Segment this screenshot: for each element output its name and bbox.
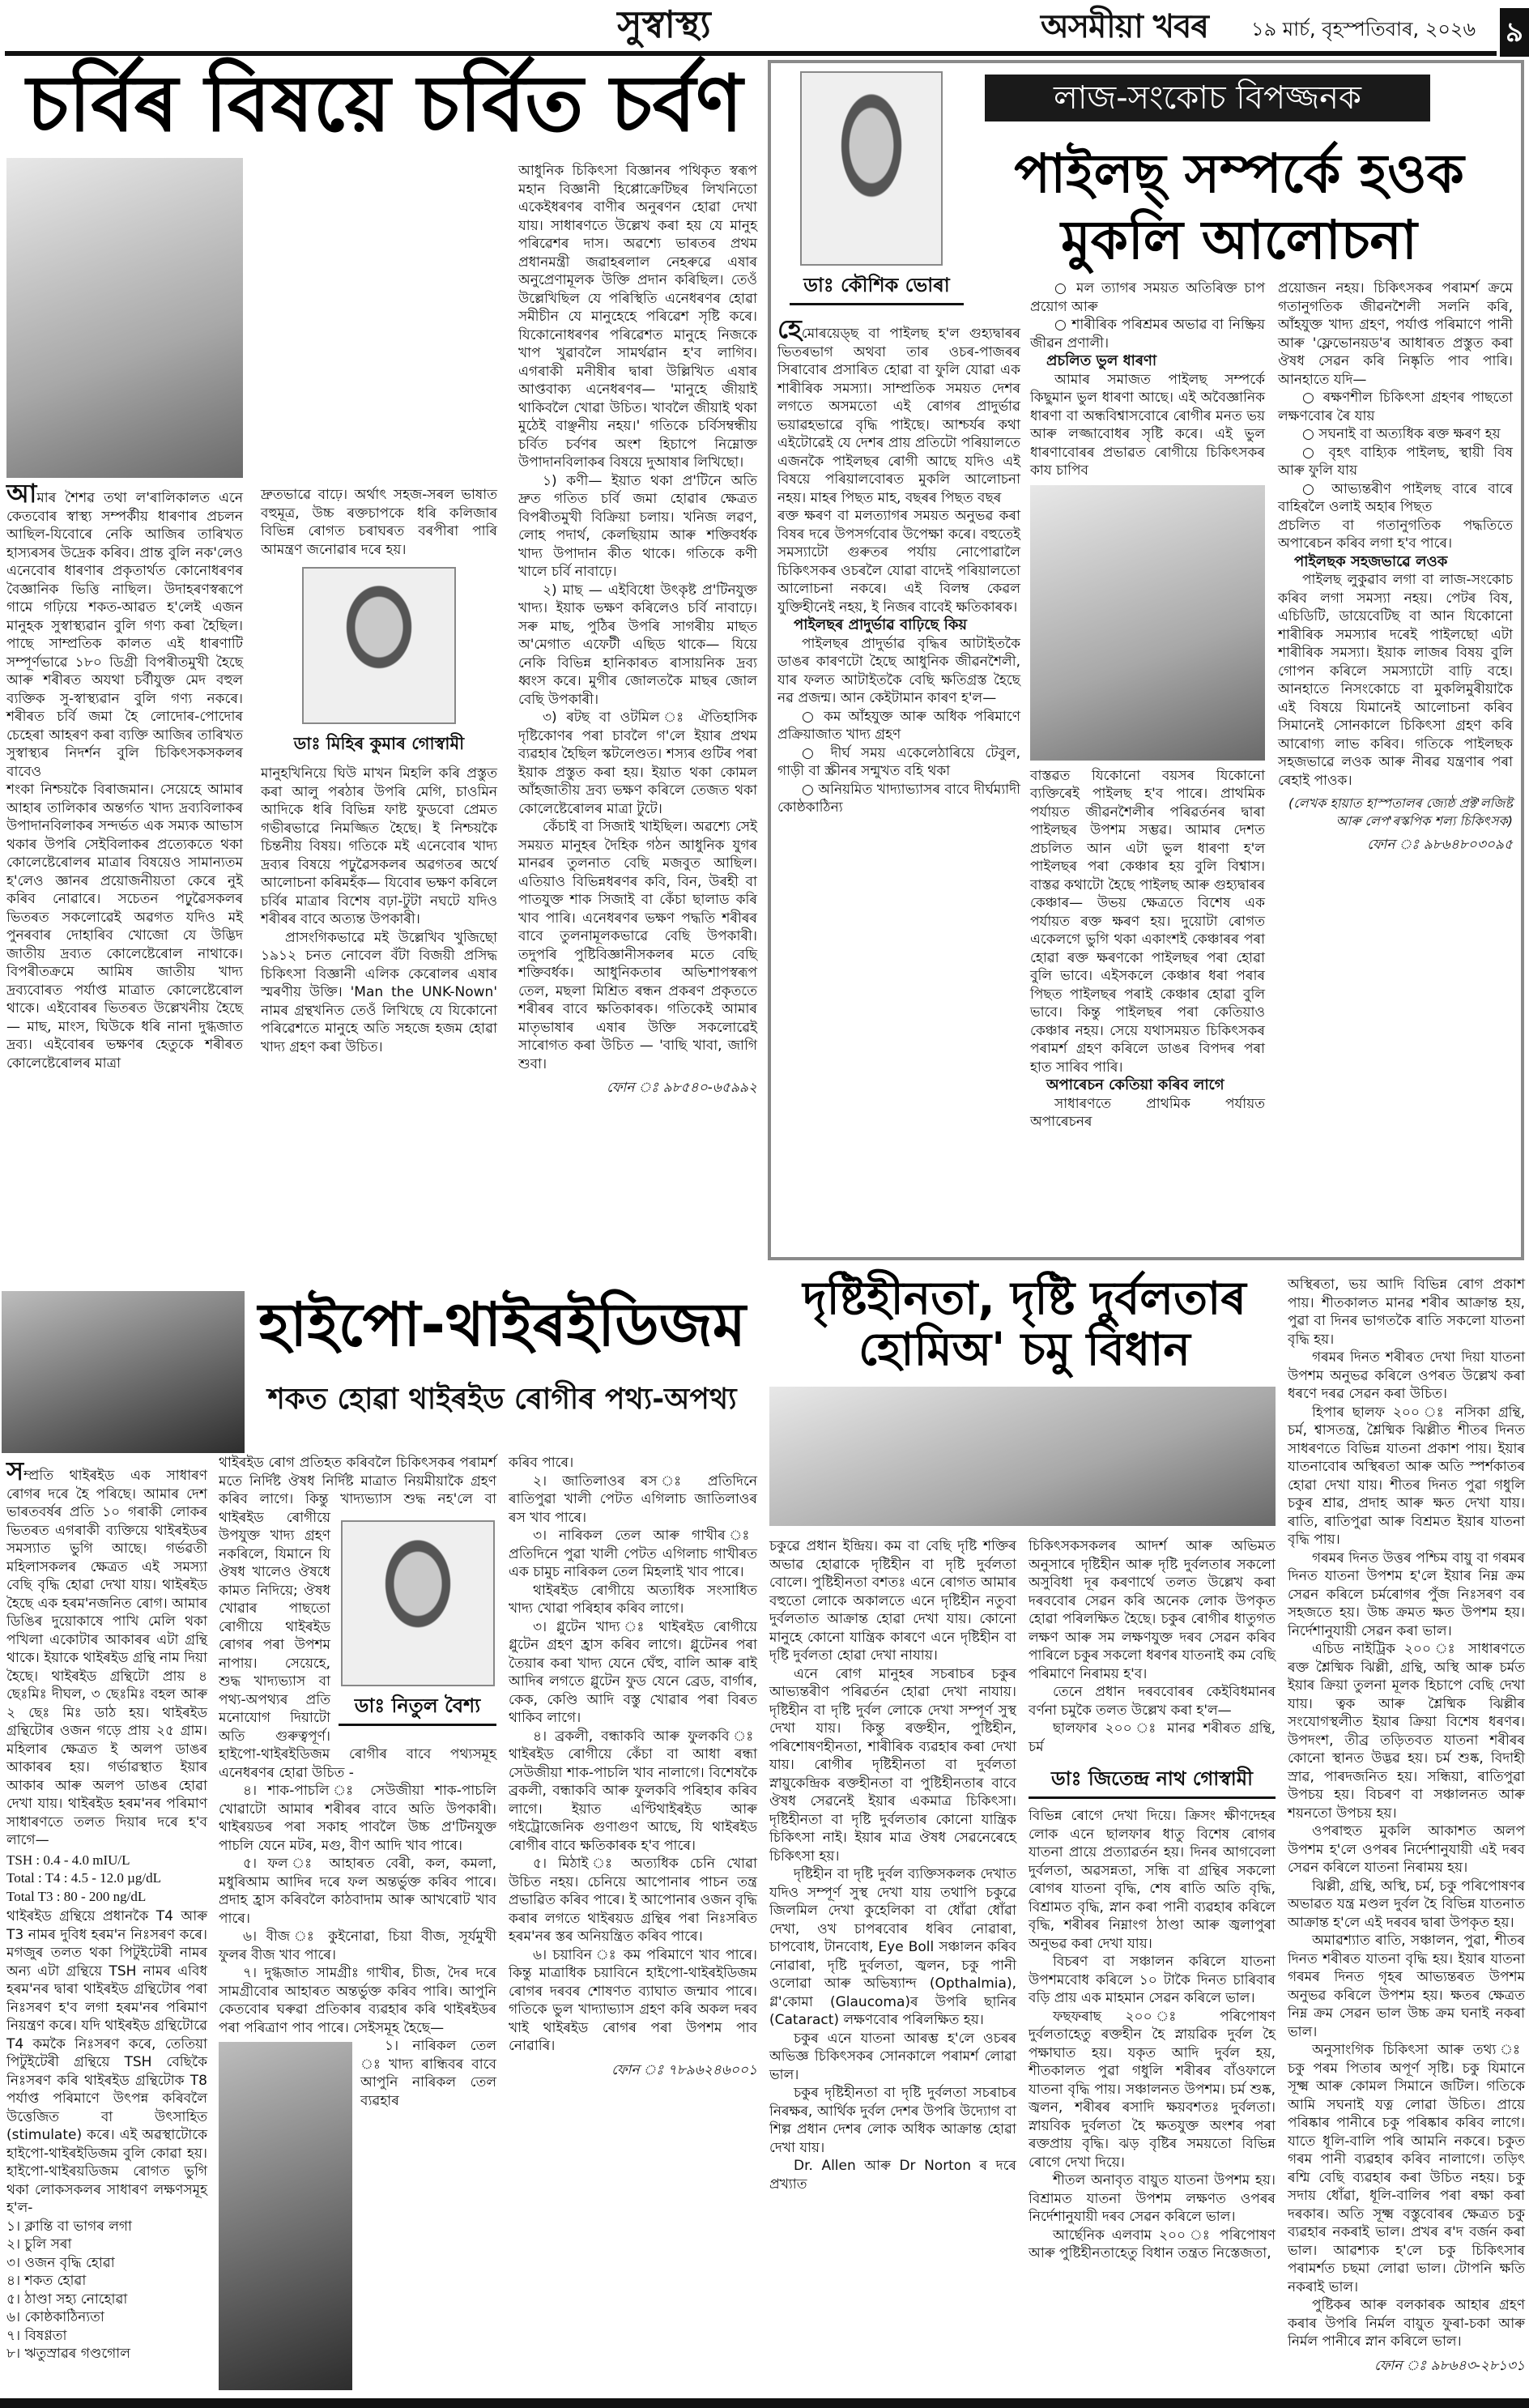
paragraph: ১। ক্লান্তি বা ভাগৰ লগা bbox=[6, 2218, 132, 2235]
paragraph: ৩। নাৰিকল তেল আৰু গাখীৰ ঃ প্ৰতিদিনে পুৱা খালী পেটত এগিলাচ গাখীৰত এক চামুচ নাৰিকল তেল মিহলাই খাব পাৰে। bbox=[509, 1528, 757, 1580]
paragraph: আমাৰ শৈশৱ তথা ল'ৰালিকালত এনে কেতবোৰ স্বাস্থ্য সম্পৰ্কীয় ধাৰণাৰ প্ৰচলন আছিল-যিবোৰে নেকি আজিৰ তাৰিখত হাস্যৰসৰ উদ্ৰেক কৰিব। প্ৰান্ত বুলি নক'লেও এনেবোৰ ধাৰণাৰ প্ৰকৃতাৰ্থত কোনোধৰণৰ বৈজ্ঞানিক ভিত্তি নাছিল। উদাহৰণস্বৰূপে গামে গঢ়িয়ে শকত-আৱত হ'লেই এজন মানুহক সুস্বাস্থ্যৱান বুলি গণ্য কৰা হৈছিল। পাছে সাম্প্ৰতিক কালত এই ধাৰণাটি সম্পূৰ্ণভাৱে ১৮০ ডিগ্ৰী বিপৰীতমুখী হৈছে আৰু শৰীৰত অযথা চৰ্বীযুক্ত মেদ বহুল ব্যক্তিক সু-স্বাস্থ্যৱান বুলি গণ্য নকৰে। শৰীৰত চৰ্বি জমা হৈ লোদোৰ-পোদোৰ চেহেৰা আহৰণ কৰা ব্যক্তি আজিৰ তাৰিখত সুস্বাস্থ্যৰ নিদৰ্শন বুলি চিকিৎসকসকলৰ বাবেও bbox=[6, 478, 243, 780]
paragraph: অমাৱশ্যাত ৰাতি, সঞ্চালন, পুৱা, শীতৰ দিনত শৰীৰত যাতনা বৃদ্ধি হয়। ইয়াৰ যাতনা গৰমৰ দিনত গৃহৰ আভ্যন্তৰত উপশম অনুভৱ কৰিলে উপশম হয়। ক্ষতৰ ক্ষেত্ৰত নিম্ন ক্ৰম সেৱন ভাল উচ্চ ক্ৰম ঘনাই নকৰা ভাল। bbox=[1288, 1933, 1525, 2040]
article-thyroid-byline: ডাঃ নিতুল বৈশ্য bbox=[339, 1693, 496, 1726]
issue-date: ১৯ মাৰ্চ, বৃহস্পতিবাৰ, ২০২৬ bbox=[1251, 18, 1476, 40]
lab-value-t4: Total : T4 : 4.5 - 12.0 µg/dL bbox=[6, 1870, 162, 1886]
paragraph: মানুহখিনিয়ে ঘিউ মাখন মিহলি কৰি প্ৰস্তুত কৰা আলু পৰঠাৰ উপৰি মেগি, চাওমিন আদিকে ধৰি বিভিন্ন ফাষ্ট ফুডবো প্ৰেমত গভীৰভাৱে নিমজ্জিত হৈছে। ই নিশ্চয়কৈ চিন্তনীয় বিষয়। গতিকে মই এনেবোৰ খাদ্য দ্ৰব্যৰ বিষয়ে পঢ়ুৱৈসকলৰ অৱগতৰ অৰ্থে আলোচনা কৰিমহঁক— যিবোৰ ভক্ষণ কৰিলে চৰ্বিৰ মাত্ৰাৰ বিশেষ বঢ়া-টুটা নঘটে যদিও শৰীৰৰ বাবে অত্যন্ত উপকাৰী। bbox=[261, 765, 497, 927]
paragraph: ৫। ঠাণ্ডা সহ্য নোহোৱা bbox=[6, 2291, 128, 2308]
article-piles-col3 bbox=[1278, 279, 1513, 855]
paragraph: তেনে প্ৰধান দৰববোৰৰ কেইবিধমানৰ বৰ্ণনা চমুকৈ তলত উল্লেখ কৰা হ'ল— bbox=[1029, 1684, 1276, 1719]
article-piles-phone: ফোন ঃ ৯৮৬৪৮০৩০৯৫ bbox=[1367, 837, 1513, 853]
paragraph: কৰিব পাৰে। bbox=[509, 1455, 574, 1471]
paragraph: চকুৰ দৃষ্টিহীনতা বা দৃষ্টি দুৰ্বলতা সচৰাচৰ নিৰক্ষৰ, আৰ্থিক দুৰ্বল দেশৰ উপৰি উদ্যোগ বা শিল্প প্ৰধান দেশৰ লোক অধিক আক্ৰান্ত হোৱা দেখা যায়। bbox=[769, 2085, 1016, 2156]
paragraph: পাইলছৰ প্ৰাদুৰ্ভাৱ বৃদ্ধিৰ আটাইতকৈ ডাঙৰ কাৰণটো হৈছে আধুনিক জীৱনশৈলী, যাৰ ফলত আটাইতকৈ বেছি ক্ষতিগ্ৰস্ত হৈছে নৱ প্ৰজন্ম। আন কেইটামান কাৰণ হ'ল— bbox=[777, 635, 1020, 706]
article-eye-col1-text bbox=[769, 1537, 1016, 2193]
article-piles-col2 bbox=[1030, 279, 1265, 1132]
paragraph: ○ সঘনাই বা অত্যধিক ৰক্ত ক্ষৰণ হয় bbox=[1302, 426, 1501, 442]
article-eye-byline: ডাঃ জিতেন্দ্ৰ নাথ গোস্বামী bbox=[1029, 1766, 1276, 1799]
paragraph: বিভিন্ন ৰোগে দেখা দিয়ে। ক্ৰিসং ক্ষীণদেহৰ লোক এনে ছালফাৰ ধাতু বিশেষ ৰোগৰ যাতনা প্ৰায়ে প্ৰত্যাৱৰ্তন হয়। দিনৰ আগবেলা দুৰ্বলতা, অৱসন্নতা, সন্ধি বা গ্ৰন্থিৰ সকলো ৰোগৰ যাতনা বৃদ্ধি, শেষ ৰাতি অতি বৃদ্ধি, বিশ্ৰামত বৃদ্ধি, স্নান কৰা পানী ব্যৱহাৰ কৰিলে বৃদ্ধি, শৰীৰৰ নিম্নাংগ ঠাণ্ডা আৰু জ্বলাপুৰা অনুভৱ কৰা দেখা যায়। bbox=[1029, 1808, 1276, 1952]
paragraph: এনে ৰোগ মানুহৰ সচৰাচৰ চকুৰ আভ্যন্তৰীণ পৰিৱৰ্তন হোৱা দেখা নাযায়। দৃষ্টিহীন বা দৃষ্টি দুৰ্বল লোকে দেখা সম্পূৰ্ণ সুস্থ দেখা যায়। কিন্তু ৰক্তহীন, পুষ্টিহীন, পৰিশোষণহীনতা, শাৰীৰিক ব্যৱহাৰ কৰা দেখা যায়। ৰোগীৰ দৃষ্টিহীনতা বা দুৰ্বলতা স্নায়ুকেন্দ্ৰিক ৰক্তহীনতা বা পুষ্টিহীনতাৰ বাবে ঔষধ সেৱনেই ইয়াৰ একমাত্ৰ চিকিৎসা। দৃষ্টিহীনতা বা দৃষ্টি দুৰ্বলতাৰ কোনো যান্ত্ৰিক চিকিৎসা নাই। ইয়াৰ মাত্ৰ ঔষধ সেৱনেৰেহে চিকিৎসা হয়। bbox=[769, 1665, 1016, 1865]
subheading: প্ৰচলিত ভুল ধাৰণা bbox=[1046, 352, 1157, 369]
author-photo-mihir bbox=[302, 567, 456, 724]
paragraph: হিপাৰ ছালফ ২০০ ঃ নসিকা গ্ৰন্থি, চৰ্ম, শ্বাসতন্ত্ৰ, শ্লৈষ্মিক ঝিল্লীত শীতৰ দিনত সাধৰণতে বিভিন্ন যাতনা প্ৰকাশ পায়। ইয়াৰ যাতনাবোৰ অস্থিৰতা আৰু অতি স্পৰ্শকাতৰ হোৱা দেখা যায়। শীতৰ দিনত পুৱা গধুলি চকুৰ শ্ৰাৱ, প্ৰদাহ আৰু ক্ষত দেখা যায়। ৰাতি, ৰাতিপুৱা আৰু বিশ্ৰমত ইয়াৰ যাতনা বৃদ্ধি পায়। bbox=[1288, 1404, 1525, 1548]
article-fat-headline: চৰ্বিৰ বিষয়ে চৰ্বিত চৰ্বণ bbox=[27, 58, 743, 149]
eye-drop-photo bbox=[769, 1387, 1276, 1526]
thyroid-lab-values bbox=[6, 1852, 207, 1907]
paragraph: ৩) ৰটছ বা ওটমিল ঃ ঐতিহাসিক দৃষ্টিকোণৰ পৰা চাবলৈ গ'লে ইয়াৰ প্ৰথম ব্যৱহাৰ হৈছিল স্কটলেণ্ডত। শস্যৰ গুটিৰ পৰা ইয়াক প্ৰস্তুত কৰা হয়। ইয়াত থকা কোমল আঁহজাতীয় দ্ৰব্য ভক্ষণ কৰিলে তেজত থকা কোলেষ্টেৰোলৰ মাত্ৰা টুটে। bbox=[518, 710, 757, 817]
paragraph: এচিড নাইট্ৰিক ২০০ ঃ সাধাৰণতে ৰক্ত শ্লৈষ্মিক ঝিল্লী, গ্ৰন্থি, অস্থি আৰু চৰ্মত ইয়াৰ ক্ৰিয়া তুলনা মূলক হিচাপে বেছি দেখা যায়। ত্বক আৰু শ্লৈষ্মিক ঝিল্লীৰ সংযোগস্থলীত ইয়াৰ ক্ৰিয়া বিশেষ ধৰণৰ। উপদংশ, তীব্ৰ তড়িতবত যাতনা শৰীৰৰ কোনো স্থানত উদ্ভৱ হয়। চৰ্ম শুষ্ক, বিদাহী স্ৰাৱ, পাৰদজনিত হয়। সন্ধিয়া, ৰাতিপুৱা উপচয় হয়। বিচৰণ বা সঞ্চালনত আৰু শয়নতো উপচয় হয়। bbox=[1288, 1641, 1525, 1822]
article-piles-col1-text bbox=[777, 313, 1020, 817]
author-block-nitul bbox=[339, 1520, 496, 1726]
paragraph: ৩। ওজন বৃদ্ধি হোৱা bbox=[6, 2254, 115, 2271]
section-title: সুস্বাস্থ্য bbox=[617, 2, 711, 46]
paragraph: ৰক্ত ক্ষৰণ বা মলত্যাগৰ সময়ত অনুভৱ কৰা বিষৰ দৰে উপসৰ্গবোৰ উপেক্ষা কৰে। বহুতেই সমস্যাটো গুৰুতৰ পৰ্যায় নোপোৱালৈ চিকিৎসকৰ ওচৰলৈ যোৱা বাদেই পৰিয়ালতো আলোচনা নকৰে। এই বিলম্ব কেৱল যুক্তিহীনেই নহয়, ই নিজৰ বাবেই ক্ষতিকাৰক। bbox=[777, 508, 1020, 616]
article-piles-col1 bbox=[777, 313, 1020, 817]
paragraph: ২। জাতিলাওৰ ৰস ঃ প্ৰতিদিনে ৰাতিপুৱা খালী পেটত এগিলাচ জাতিলাওৰ ৰস খাব পাৰে। bbox=[509, 1473, 757, 1526]
article-fat-phone: ফোন ঃ ৯৮৫৪০-৬৫৯৯২ bbox=[606, 1080, 757, 1096]
article-piles-headline-2: মুকলি আলোচনা bbox=[1061, 209, 1417, 271]
article-thyroid-headline: হাইপো-থাইৰইডিজম bbox=[258, 1290, 746, 1360]
newspaper-logo: অসমীয়া খবৰ bbox=[1041, 8, 1208, 45]
paragraph: আৰ্ছেনিক এলবাম ২০০ ঃ পৰিপোষণ আৰু পুষ্টিহীনতাহেতু বিধান তন্ত্ৰত নিস্তেজতা, bbox=[1029, 2227, 1276, 2261]
article-fat-col3 bbox=[518, 162, 757, 1097]
article-fat-col2 bbox=[261, 486, 497, 1056]
paragraph: ৭। বিষণ্ণতা bbox=[6, 2327, 67, 2344]
article-fat-col2-bottom bbox=[261, 765, 497, 1056]
paragraph: প্ৰচলিত বা গতানুগতিক পদ্ধতিতে অপাৰেচন কৰিব লগা হ'ব পাৰে। bbox=[1278, 517, 1513, 552]
paragraph: ৬। বীজ ঃ কুইনোৱা, চিয়া বীজ, সূৰ্যমুখী ফুলৰ বীজ খাব পাৰে। bbox=[219, 1929, 496, 1963]
article-eye-col2-bottom bbox=[1029, 1807, 1276, 2263]
paragraph: ○ কম আঁহযুক্ত আৰু অধিক পৰিমাণে প্ৰক্ৰিয়াজাত খাদ্য গ্ৰহণ bbox=[777, 708, 1020, 743]
paragraph: আধুনিক চিকিৎসা বিজ্ঞানৰ পথিকৃত স্বৰূপ মহান বিজ্ঞানী হিপ্পোক্ৰেটিছৰ লিখনিতো একেইধৰণৰ বাণীৰ অনুৰণন হোৱা দেখা যায়। সাধাৰণতে উল্লেখ কৰা হয় যে মানুহ পৰিৱেশৰ দাস। অৱশ্যে ভাৰতৰ প্ৰথম প্ৰধানমন্ত্ৰী জৱাহৰলাল নেহৰুৱে এষাৰ অনুপ্ৰেণামূলক উক্তি প্ৰদান কৰিছিল। তেওঁ উল্লেখিছিল যে পৰিস্থিতি এনেধৰণৰ হোৱা সমীচীন যে মানুহেহে পৰিৱেশ সৃষ্টি কৰে। যিকোনোধৰণৰ পৰিৱেশত মানুহে নিজকে খাপ খুৱাবলৈ সামৰ্থৱান হ'ব লাগিব। এগৰাকী মনীষীৰ দ্বাৰা উল্লিখিত এষাৰ আপ্তবাক্য এনেধৰণৰ— 'মানুহে জীয়াই থাকিবলৈ খোৱা উচিত। খাবলৈ জীয়াই থকা মুঠেই বাঞ্ছনীয় নহয়।' গতিকে চৰ্বিসম্বন্ধীয় চৰ্বিত চৰ্বণৰ অংশ হিচাপে নিম্নোক্ত উপাদানবিলাকৰ বিষয়ে দুআষাৰ লিখিছো। bbox=[518, 163, 757, 471]
paragraph: শংকা নিশ্চয়কৈ বিৰাজমান। সেয়েহে আমাৰ আহাৰ তালিকাৰ অন্তৰ্গত খাদ্য দ্ৰব্যবিলাকৰ উপাদানবিলাকৰ সন্দৰ্ভত এক সম্যক আভাস থকাৰ উপৰি সেইবিলাকৰ প্ৰত্যেকতে থকা কোলেষ্টেৰোলৰ মাত্ৰাৰ বিষয়েও সামান্যতম হ'লেও জ্ঞানৰ প্ৰয়োজনীয়তা কেৰে নুই কৰিব নোৱাৰে। সচেতন পঢ়ুৱৈসকলৰ ভিতৰত সকলোৱেই অৱগত যদিও মই পুনৰবাৰ দোহাৰিব খোজো যে উদ্ভিদ জাতীয় দ্ৰব্যত কোলেষ্টেৰোল নাথাকে। বিপৰীতক্ৰমে আমিষ জাতীয় খাদ্য দ্ৰব্যবোৰত পৰ্যাপ্ত মাত্ৰাত কোলেষ্টেৰোল থাকে। এইবোৰৰ ভিতৰত উল্লেখনীয় হৈছে— মাছ, মাংস, ঘিউকে ধৰি নানা দুগ্ধজাত দ্ৰব্য। এইবোৰৰ ভক্ষণৰ হেতুকে শৰীৰত কোলেষ্টেৰোলৰ মাত্ৰা bbox=[6, 782, 243, 1072]
paragraph: ৬। চয়াবিন ঃ কম পৰিমাণে খাব পাৰে। কিন্তু মাত্ৰাধিক চয়াবিনে হাইপো-থাইৰইডিজম ৰোগৰ দৰবৰ শোষণত ব্যাঘাত জন্মাব পাৰে। গতিকে ভুল খাদ্যাভ্যাস গ্ৰহণ কৰি অকল দৰব খাই থাইৰইড ৰোগৰ পৰা উপশম পাব নোৱাৰি। bbox=[509, 1946, 757, 2054]
paragraph: থাইৰইড গ্ৰন্থিয়ে প্ৰধানকৈ T4 আৰু T3 নামৰ দুবিধ হৰম'ন নিঃসৰণ কৰে। মগজুৰ তলত থকা পিটুইটেৰী নামৰ অন্য এটা গ্ৰন্থিয়ে TSH নামৰ এবিধ হৰম'নৰ দ্বাৰা থাইৰইড গ্ৰন্থিটোৰ পৰা নিঃসৰণ হ'ব লগা হৰম'নৰ পৰিমাণ নিয়ন্ত্ৰণ কৰে। যদি থাইৰইড গ্ৰন্থিটোৱে T4 কমকৈ নিঃসৰণ কৰে, তেতিয়া পিটুইটেৰী গ্ৰন্থিয়ে TSH বেছিকৈ নিঃসৰণ কৰি থাইৰইড গ্ৰন্থিটোক T8 পৰ্যাপ্ত পৰিমাণে উৎপন্ন কৰিবলৈ উত্তেজিত বা উৎসাহিত (stimulate) কৰে। এই অৱস্থাটোকে হাইপো-থাইৰইডিজম বুলি কোৱা হয়। হাইপো-থাইৰয়ডিজম ৰোগত ভুগি থকা লোকসকলৰ সাধাৰণ লক্ষণসমূহ হ'ল- bbox=[6, 1908, 207, 2216]
article-thyroid-col1-b bbox=[6, 1907, 207, 2363]
article-piles-col2-top bbox=[1030, 279, 1265, 480]
article-eye-col3 bbox=[1288, 1276, 1525, 2376]
paragraph: ১) কণী— ইয়াত থকা প্ৰ'টিনে অতি দ্ৰুত গতিত চৰ্বি জমা হোৱাৰ ক্ষেত্ৰত বিপৰীতমুখী বিক্ৰিয়া চলায়। খনিজ লৱণ, লোহ পদাৰ্থ, কেলছিয়াম আৰু শক্তিবৰ্ধক খাদ্য উপাদান কীত থাকে। গতিকে কণী খালে চৰ্বি নাবাঢ়ে। bbox=[518, 472, 757, 580]
paragraph: ৬। কোষ্ঠকাঠিন্যতা bbox=[6, 2309, 104, 2325]
paragraph: ○ ৰক্ষণশীল চিকিৎসা গ্ৰহণৰ পাছতো লক্ষণবোৰ ৰৈ যায় bbox=[1278, 390, 1513, 424]
paragraph: ৫। ফল ঃ আহাৰত বেৰী, কল, কমলা, মধুৰিআম আদিৰ দৰে ফল অন্তৰ্ভুক্ত কৰিব পাৰে। প্ৰদাহ হ্ৰাস কৰিবলৈ কাঠবাদাম আৰু আখৰোট খাব পাৰে। bbox=[219, 1856, 496, 1927]
article-piles-col2-bottom bbox=[1030, 767, 1265, 1132]
paragraph: আমাৰ সমাজত পাইলছ সম্পৰ্কে কিছুমান ভুল ধাৰণা আছে। এই অবৈজ্ঞানিক ধাৰণা বা অন্ধবিশ্বাসবোৰে ৰোগীৰ মনত ভয় আৰু লজ্জাবোধৰ সৃষ্টি কৰে। এই ভুল ধাৰণাবোৰৰ প্ৰভাৱত ৰোগীয়ে চিকিৎসকৰ কায চাপিব bbox=[1030, 371, 1265, 479]
lab-value-t3: Total T3 : 80 - 200 ng/dL bbox=[6, 1888, 147, 1904]
paragraph: Dr. Allen আৰু Dr Norton ৰ দৰে প্ৰখ্যাত bbox=[769, 2158, 1016, 2193]
page-number: ৯ bbox=[1500, 8, 1529, 57]
article-eye-col2-top bbox=[1029, 1537, 1276, 1756]
article-piles-headline-1: পাইলছ্‌ সম্পৰ্কে হওক bbox=[1014, 143, 1464, 205]
paragraph: দ্ৰুতভাৱে বাঢ়ে। অৰ্থাৎ সহজ-সৰল ভাষাত বহুমূত্ৰ, উচ্চ ৰক্তচাপকে ধৰি কলিজাৰ বিভিন্ন ৰোগত চৰাঘৰত বৰপীৰা পাৰি আমন্ত্ৰণ জনোৱাৰ দৰে হয়। bbox=[261, 487, 497, 558]
paragraph: ১। নাৰিকল তেল ঃ খাদ্য ৰান্ধিবৰ বাবে আপুনি নাৰিকল তেল ব্যৱহাৰ bbox=[360, 2038, 496, 2109]
paragraph: সাধাৰণতে প্ৰাথমিক পৰ্যায়ত অপাৰেচনৰ bbox=[1030, 1095, 1265, 1130]
author-block-mihir bbox=[261, 567, 497, 756]
article-fat-col2-top bbox=[261, 486, 497, 559]
article-thyroid-col1-text bbox=[6, 1455, 207, 1850]
paragraph: শীতল অনাবৃত বায়ুত যাতনা উপশম হয়। বিশ্ৰামত যাতনা উপশম লক্ষণত ওপৰৰ নিৰ্দেশানুযায়ী দৰব সেৱন কৰিলে ভাল। bbox=[1029, 2172, 1276, 2225]
paragraph: বাস্তৱত যিকোনো বয়সৰ যিকোনো ব্যক্তিৰেই পাইলছ হ'ব পাৰে। প্ৰাথমিক পৰ্যায়ত জীৱনশৈলীৰ পৰিৱৰ্তনৰ দ্বাৰা পাইলছৰ উপশম সম্ভৱ। আমাৰ দেশত প্ৰচলিত আন এটা ভুল ধাৰণা হ'ল পাইলছৰ পৰা কেঞ্চাৰ হয় বুলি বিশ্বাস। বাস্তৱ কথাটো হৈছে পাইলছ আৰু গুহ্যদ্বাৰৰ কেঞ্চাৰ— উভয় ক্ষেত্ৰতে বিশেষ এক পৰ্যায়ত ৰক্ত ক্ষৰণ হয়। দুয়োটা ৰোগত একেলগে ভুগি থকা একাংশই কেঞ্চাৰৰ পৰা হোৱা ৰক্ত ক্ষৰণকো পাইলছৰ পৰা হোৱা বুলি ভাবে। এইসকলে কেঞ্চাৰ ধৰা পৰাৰ পিছত পাইলছৰ পৰাই কেঞ্চাৰ হোৱা বুলি ভাবে। কিন্তু পাইলছৰ পৰা কেতিয়াও কেঞ্চাৰ নহয়। সেয়ে যথাসময়ত চিকিৎসকৰ পৰামৰ্শ গ্ৰহণ কৰিলে ডাঙৰ বিপদৰ পৰা হাত সাৰিব পাৰি। bbox=[1030, 767, 1265, 1076]
paragraph: চকুৰ এনে যাতনা আৰম্ভ হ'লে ওচৰৰ অভিজ্ঞ চিকিৎসকৰ সোনকালে পৰামৰ্শ লোৱা ভাল। bbox=[769, 2030, 1016, 2083]
masthead-rule bbox=[5, 51, 1497, 56]
article-eye-headline-1: দৃষ্টিহীনতা, দৃষ্টি দুৰ্বলতাৰ bbox=[803, 1272, 1246, 1325]
page-bottom-rule bbox=[0, 2398, 1529, 2408]
paragraph: ৩। গ্লুটেন খাদ্য ঃ থাইৰইড ৰোগীয়ে গ্লুটেন গ্ৰহণ হ্ৰাস কৰিব লাগে। গ্লুটেনৰ পৰা তৈয়াৰ কৰা খাদ্য যেনে ঘেঁহু, বালি আৰু ৰাই আদিৰ লগতে গ্লুটেন ফুড যেনে ব্ৰেড, বাৰ্গাৰ, কেক, কেণ্ডি আদি বস্তু খোৱাৰ পৰা বিৰত থাকিব লাগে। bbox=[509, 1618, 757, 1726]
paragraph: ঝিল্লী, গ্ৰন্থি, অস্থি, চৰ্ম, চকু পৰিপোষণৰ অভাৱত যন্ত্ৰ মণ্ডল দুৰ্বল হৈ বিভিন্ন যাতনাত আক্ৰান্ত হ'লে এই দৰবৰ দ্বাৰা উপকৃত হয়। bbox=[1288, 1877, 1525, 1931]
paragraph: থাইৰইড ৰোগীয়ে অত্যধিক সংসাধিত খাদ্য খোৱা পৰিহাৰ কৰিব লাগে। bbox=[509, 1582, 757, 1617]
article-eye-phone: ফোন ঃ ৯৮৬৪৩-২৮১৩১ bbox=[1374, 2357, 1525, 2374]
author-photo-koushik bbox=[800, 71, 943, 266]
paragraph: সম্প্ৰতি থাইৰইড এক সাধাৰণ ৰোগৰ দৰে হৈ পৰিছে। আমাৰ দেশ ভাৰতবৰ্ষৰ প্ৰতি ১০ গৰাকী লোকৰ ভিতৰত এগৰাকী ব্যক্তিয়ে থাইৰইডৰ সমস্যাত ভুগি আছে। গৰ্ভৱতী মহিলাসকলৰ ক্ষেত্ৰত এই সমস্যা বেছি বৃদ্ধি হোৱা দেখা যায়। থাইৰইড হৈছে এক হৰম'নজনিত ৰোগ। আমাৰ ডিঙিৰ দুয়োকাষে পাখি মেলি থকা পখিলা একোটাৰ আকাৰৰ এটা গ্ৰন্থি থাকে। ইয়াকে থাইৰইড গ্ৰন্থি নাম দিয়া হৈছে। থাইৰইড গ্ৰন্থিটো প্ৰায় ৪ ছেঃমিঃ দীঘল, ৩ ছেঃমিঃ বহল আৰু ২ ছেঃ মিঃ ডাঠ হয়। থাইৰইড গ্ৰন্থিটোৰ ওজন গড়ে প্ৰায় ২৫ গ্ৰাম। মহিলাৰ ক্ষেত্ৰত ই অলপ ডাঙৰ আকাৰৰ হয়। গৰ্ভাৱস্থাত ইয়াৰ আকাৰ আৰু অলপ ডাঙৰ হোৱা দেখা যায়। থাইৰইড হৰম'নৰ পৰিমাণ সাধাৰণতে তলত দিয়াৰ দৰে হ'ব লাগে— bbox=[6, 1455, 207, 1848]
paragraph: ৫। মিঠাই ঃ অত্যধিক চেনি খোৱা উচিত নহয়। চেনিয়ে আপোনাৰ পাচন তন্ত্ৰ প্ৰভাৱিত কৰিব পাৰে। ই আপোনাৰ ওজন বৃদ্ধি কৰাৰ লগতে থাইৰয়ড গ্ৰন্থিৰ পৰা নিঃসৰিত হৰম'নৰ স্তৰ অনিয়ন্ত্ৰিত কৰিব পাৰে। bbox=[509, 1856, 757, 1945]
paragraph: বিচৰণ বা সঞ্চালন কৰিলে যাতনা উপশমবোধ কৰিলে ১০ টাকৈ দিনত চাৰিবাৰ বড়ি প্ৰায় এক মাহমান সেৱন কৰিলে ভাল। bbox=[1029, 1954, 1276, 2006]
article-eye-col2 bbox=[1029, 1537, 1276, 2263]
paragraph: দৃষ্টিহীন বা দৃষ্টি দুৰ্বল ব্যক্তিসকলক দেখাত যদিও সম্পূৰ্ণ সুস্থ দেখা যায় তথাপি চকুৱে জিলমিল দেখা কুহেলিকা বা ধোঁৱা ধোঁৱা দেখা, ওখ চাপৰবোৰ ধৰিব নোৱাৰা, চাপবোধ, টানবোধ, Eye Boll সঞ্চালন কৰিব নোৱাৰা, দৃষ্টি দুৰ্বলতা, জ্বলন, চকু পানী ওলোৱা আৰু অভিষ্যান্দ (Opthalmia), গ্ল'কোমা (Glaucoma)ৰ উপৰি ছানিৰ (Cataract) লক্ষণবোৰ পৰিলক্ষিত হয়। bbox=[769, 1866, 1016, 2028]
neck-thyroid-photo bbox=[2, 1291, 245, 1453]
article-fat-byline: ডাঃ মিহিৰ কুমাৰ গোস্বামী bbox=[293, 734, 465, 753]
paragraph: ফছফৰাছ ২০০ ঃ পৰিপোষণ দুৰ্বলতাহেতু ৰক্তহীন হৈ স্নায়ৱিক দুৰ্বল হৈ পক্ষাঘাত হয়। যকৃত আদি দুৰ্বল হয়, শীতকালত পুৱা গধুলি শৰীৰৰ বাঁওফালে যাতনা বৃদ্ধি পায়। সঞ্চালনত উপশম। চৰ্ম শুষ্ক, জ্বলন, শৰীৰৰ ৰসাদি ক্ষয়বশতঃ দুৰ্বলতা। স্নায়বিক দুৰ্বলতা হৈ ক্ষতযুক্ত অংশৰ পৰা ৰক্তপ্ৰায় বৃদ্ধি। ঝড় বৃষ্টিৰ সময়তো বিভিন্ন ৰোগে দেখা দিয়ে। bbox=[1029, 2008, 1276, 2171]
paragraph: ৪। শাক-পাচলি ঃ সেউজীয়া শাক-পাচলি খোৱাটো আমাৰ শৰীৰৰ বাবে অতি উপকাৰী। থাইৰয়ডৰ পৰা সকাহ পাবলৈ উচ্চ প্ৰ'টিনযুক্ত পাচলি যেনে মটৰ, মগু, বীণ আদি খাব পাৰে। bbox=[219, 1783, 496, 1854]
paragraph: পুষ্টিকৰ আৰু বলকাৰক আহাৰ গ্ৰহণ কৰাৰ উপৰি নিৰ্মল বায়ুত ফুৰা-চকা আৰু নিৰ্মল পানীৰে স্নান কৰিলে ভাল। bbox=[1288, 2297, 1525, 2350]
paragraph: ২) মাছ — এইবিধো উৎকৃষ্ট প্ৰ'টিনযুক্ত খাদ্য। ইয়াক ভক্ষণ কৰিলেও চৰ্বি নাবাঢ়ে। সৰু মাছ, পুঠিৰ উপৰি সাগৰীয় মাছত অ'মেগাত এফেটী এছিড থাকে— যিয়ে নেকি বিভিন্ন হানিকাৰত ৰাসায়নিক দ্ৰব্য ধ্বংস কৰে। মুগীৰ জোলতকৈ মাছৰ জোল বেছি উপকাৰী। bbox=[518, 582, 757, 708]
paragraph: গৰমৰ দিনত শৰীৰত দেখা দিয়া যাতনা উপশম অনুভৱ কৰিলে ওপৰত উল্লেখ কৰা ধৰণে দৰৱ সেৱন কৰা উচিত। bbox=[1288, 1349, 1525, 1402]
author-photo-nitul bbox=[341, 1520, 495, 1686]
article-eye-headline-2: হোমিঅ' চমু বিধান bbox=[858, 1323, 1190, 1376]
article-fat-col1 bbox=[6, 158, 243, 1072]
article-thyroid-phone: ফোন ঃ ৭৮৯৬২৪৬০০১ bbox=[611, 2061, 757, 2078]
article-eye-col1 bbox=[769, 1537, 1016, 2193]
article-thyroid-col1 bbox=[6, 1455, 207, 2363]
belly-fat-photo bbox=[6, 158, 243, 478]
article-eye-col3-text bbox=[1288, 1276, 1525, 2351]
paragraph: প্ৰাসংগিকভাৱে মই উল্লেখিব খুজিছো ১৯১২ চনত নোবেল বঁটা বিজয়ী প্ৰসিদ্ধ চিকিৎসা বিজ্ঞানী এলিক কেৰোলৰ এষাৰ স্মৰণীয় উক্তি। 'Man the UNK-Nown' নামৰ গ্ৰন্থখনিত তেওঁ লিখিছে যে যিকোনো পৰিৱেশতে মানুহে অতি সহজে হজম হোৱা খাদ্য গ্ৰহণ কৰা উচিত। bbox=[261, 929, 497, 1055]
paragraph: ○ মল ত্যাগৰ সময়ত অতিৰিক্ত চাপ প্ৰয়োগ আৰু bbox=[1030, 280, 1265, 315]
paragraph: ৭। দুগ্ধজাত সামগ্ৰীঃ গাখীৰ, চীজ, দৈৰ দৰে সামগ্ৰীবোৰ আহাৰত অন্তৰ্ভুক্ত কৰিব পাৰি। আপুনি কেতবোৰ ঘৰুৱা প্ৰতিকাৰ ব্যৱহাৰ কৰি থাইৰইডৰ পৰা পৰিত্ৰাণ পাব পাৰে। সেইসমূহ হৈছে— bbox=[219, 1965, 496, 2036]
paragraph: ○ শাৰীৰিক পৰিশ্ৰমৰ অভাৱ বা নিষ্ক্ৰিয় জীৱন প্ৰণালী। bbox=[1030, 317, 1265, 352]
paragraph: ২। চুলি সৰা bbox=[6, 2236, 72, 2252]
paragraph: ছালফাৰ ২০০ ঃ মানৱ শৰীৰত গ্ৰন্থি, চৰ্ম bbox=[1029, 1720, 1276, 1755]
paragraph: ওপৰাহুত মুকলি আকাশত অলপ উপশম হ'লে ওপৰৰ নিৰ্দেশানুযায়ী এই দৰব সেৱন কৰিলে যাতনা নিৰাময় হয়। bbox=[1288, 1823, 1525, 1876]
paragraph: ৮। ঋতুস্ৰাৱৰ গণ্ডগোল bbox=[6, 2346, 130, 2362]
subheading: পাইলছৰ প্ৰাদুৰ্ভাৱ বাঢ়িছে কিয় bbox=[794, 616, 968, 633]
paragraph: ৪। শকত হোৱা bbox=[6, 2273, 87, 2289]
paragraph: ○ দীৰ্ঘ সময় একেলেঠাৰিয়ে টেবুল, গাড়ী বা স্ক্ৰীনৰ সন্মুখত বহি থকা bbox=[777, 744, 1020, 779]
paragraph: ৪। ব্ৰকলী, বন্ধাকবি আৰু ফুলকবি ঃ থাইৰইড ৰোগীয়ে কেঁচা বা আধা ৰন্ধা সেউজীয়া শাক-পাচলি খাব নালাগে। বিশেষকৈ ব্ৰকলী, বন্ধাকবি আৰু ফুলকবি পৰিহাৰ কৰিব লাগে। ইয়াত এণ্টিথাইৰইড আৰু গইট্ৰোজেনিক গুণাগুণ আছে, যি থাইৰইড ৰোগীৰ বাবে ক্ষতিকাৰক হ'ব পাৰে। bbox=[509, 1728, 757, 1854]
paragraph: ○ বৃহৎ বাহ্যিক পাইলছ, স্থায়ী বিষ আৰু ফুলি যায় bbox=[1278, 444, 1513, 479]
healthy-food-photo bbox=[219, 2042, 352, 2390]
article-piles-col3-text bbox=[1278, 279, 1513, 790]
article-thyroid-col3 bbox=[509, 1454, 757, 2080]
paragraph: হেমোৰয়েড্‌ছ বা পাইলছ হ'ল গুহ্যদ্বাৰৰ ভিতৰভাগ অথবা তাৰ ওচৰ-পাজৰৰ সিৰাবোৰ প্ৰসাৰিত হোৱা বা ফুলি যোৱা এক শাৰীৰিক সমস্যা। সাম্প্ৰতিক সময়ত দেশৰ লগতে অসমতো এই ৰোগৰ প্ৰাদুৰ্ভাৱ ভয়াৱহভাৱে বৃদ্ধি পাইছে। আশ্চৰ্যৰ কথা এইটোৱেই যে দেশৰ প্ৰায় প্ৰতিটো পৰিয়ালতে এজনকৈ পাইলছৰ ৰোগী আছে যদিও এই বিষয়ে পৰিয়ালবোৰত মুকলি আলোচনা নহয়। মাহৰ পিছত মাহ, বছৰৰ পিছত বছৰ bbox=[777, 313, 1020, 506]
subheading: অপাৰেচন কেতিয়া কৰিব লাগে bbox=[1046, 1076, 1224, 1093]
article-piles-kicker: লাজ-সংকোচ বিপজ্জনক bbox=[985, 75, 1430, 121]
article-thyroid-subheadline: শকত হোৱা থাইৰইড ৰোগীৰ পথ্য-অপথ্য bbox=[267, 1383, 737, 1416]
article-fat-col1-text bbox=[6, 478, 243, 1072]
paragraph: অস্থিৰতা, ভয় আদি বিভিন্ন ৰোগ প্ৰকাশ পায়। শীতকালত মানৱ শৰীৰ আক্ৰান্ত হয়, পুৱা বা দিনৰ ভাগতকৈ ৰাতি সকলো যাতনা বৃদ্ধি হয়। bbox=[1288, 1276, 1525, 1348]
paragraph: গৰমৰ দিনত উত্তৰ পশ্চিম বায়ু বা গৰমৰ দিনত যাতনা উপশম হ'লে ইয়াৰ নিম্ন ক্ৰম সেৱন কৰিলে চৰ্মৰোগৰ পুঁজ নিঃসৰণ বৰ সহজতে হয়। উচ্চ ক্ৰমত ক্ষত উপশম হয়। নিৰ্দেশানুযায়ী সেৱন কৰা ভাল। bbox=[1288, 1549, 1525, 1639]
paragraph: চিকিৎসকসকলৰ আদৰ্শ আৰু অভিমত অনুসাৰে দৃষ্টিহীন আৰু দৃষ্টি দুৰ্বলতাৰ সকলো অসুবিধা দূৰ কৰণাৰ্থে তলত উল্লেখ কৰা দৰববোৰ সেৱন কৰি অনেক লোক উপকৃত হোৱা পৰিলক্ষিত হৈছে। চকুৰ ৰোগীৰ ধাতুগত লক্ষণ আৰু সম লক্ষণযুক্ত দৰব সেৱন কৰিব পাৰিলে চকুৰ সকলো ধৰণৰ যাতনাই কম বেছি পৰিমাণে নিৰাময় হ'ব। bbox=[1029, 1538, 1276, 1682]
article-thyroid-col3-text bbox=[509, 1454, 757, 2056]
paragraph: প্ৰয়োজন নহয়। চিকিৎসকৰ পৰামৰ্শ ক্ৰমে গতানুগতিক জীৱনশৈলী সলনি কৰি, আঁহযুক্ত খাদ্য গ্ৰহণ, পৰ্যাপ্ত পৰিমাণে পানী আৰু 'ফ্লেভোনয়ড'ৰ আধাৰত প্ৰস্তুত কৰা ঔষধ সেৱন কৰি নিষ্কৃতি পাব পাৰি। আনহাতে যদি— bbox=[1278, 280, 1513, 388]
paragraph: চকুৱে প্ৰধান ইন্দ্ৰিয়। কম বা বেছি দৃষ্টি শক্তিৰ অভাৱ হোৱাকে দৃষ্টিহীন বা দৃষ্টি দুৰ্বলতা বোলে। পুষ্টিহীনতা বশতঃ এনে ৰোগত আমাৰ বহুতো লোকে অকালতে এনে দৃষ্টিহীন নতুবা দুৰ্বলতাত আক্ৰান্ত হোৱা দেখা যায়। কোনো মানুহে কোনো যান্ত্ৰিক কাৰণে এনে দৃষ্টিহীন বা দৃষ্টি দুৰ্বলতা হোৱা দেখা নাযায়। bbox=[769, 1538, 1016, 1664]
lab-value-tsh: TSH : 0.4 - 4.0 mIU/L bbox=[6, 1852, 130, 1868]
subheading: পাইলছক সহজভাৱে লওক bbox=[1294, 552, 1448, 570]
paragraph: কেঁচাই বা সিজাই খাইছিল। অৱশ্যে সেই সময়ত মানুহৰ দৈহিক গঠন আধুনিক যুগৰ মানৱৰ তুলনাত বেছি মজবুত আছিল। এতিয়াও বিভিন্নধৰণৰ কবি, বিন, উৰহী বা পাতযুক্ত শাক সিজাই বা কেঁচা ছালাড কৰি খাব পাৰি। এনেধৰণৰ ভক্ষণ পদ্ধতি শৰীৰৰ বাবে তুলনামূলকভাৱে বেছি উপকাৰী। তদুপৰি পুষ্টিবিজ্ঞানীসকলৰ মতে বেছি শক্তিবৰ্ধক। আধুনিকতাৰ অভিশাপস্বৰূপ তেল, মছলা মিশ্ৰিত ৰন্ধন প্ৰকৰণ প্ৰকৃততে শৰীৰৰ বাবে ক্ষতিকাৰক। গতিকেই আমাৰ মাতৃভাষাৰ এষাৰ উক্তি সকলোৱেই সাৰোগত কৰা উচিত — 'বাছি খাবা, জাগি শুবা। bbox=[518, 819, 757, 1072]
paragraph: অনুসাংগিক চিকিৎসা আৰু তথ্য ঃ চকু পৰম পিতাৰ অপূৰ্ণ সৃষ্টি। চকু যিমানে সূক্ষ্ম আৰু কোমল সিমানে জটিল। গতিকে আমি সঘনাই যত্ন লোৱা উচিত। প্ৰায়ে পৰিষ্কাৰ পানীৰে চকু পৰিষ্কাৰ কৰিব লাগে। যাতে ধূলি-বালি পৰি আমনি নকৰে। চকুত গৰম পানী ব্যৱহাৰ কৰিব নালাগে। তড়িৎ ৰশ্মি বেছি ব্যৱহাৰ কৰা উচিত নহয়। চকু সদায় ধোঁৱা, ধূলি-বালিৰ পৰা ৰক্ষা কৰা দৰকাৰ। অতি সূক্ষ্ম বস্তুবোৰৰ ক্ষেত্ৰত চকু ব্যৱহাৰ নকৰাই ভাল। প্ৰখৰ ৰ'দ বৰ্জন কৰা ভাল। আৱশ্যক হ'লে চকু চিকিৎসাৰ পৰামৰ্শত চছমা লোৱা ভাল। টোপনি ক্ষতি নকৰাই ভাল। bbox=[1288, 2042, 1525, 2295]
article-piles-byline: ডাঃ কৌশিক ভোৰা bbox=[790, 272, 964, 305]
piles-pain-photo bbox=[1030, 485, 1265, 761]
paragraph: ○ অনিয়মিত খাদ্যাভ্যাসৰ বাবে দীৰ্ঘম্যাদী কোষ্ঠকাঠিন্য bbox=[777, 781, 1020, 816]
paragraph: পাইলছ লুকুৱাব লগা বা লাজ-সংকোচ কৰিব লগা সমস্যা নহয়। পেটৰ বিষ, এচিডিটি, ডায়েবেটিছ বা আন যিকোনো শাৰীৰিক সমস্যাৰ দৰেই পাইলছো এটা শাৰীৰিক সমস্যা। ইয়াক লাজৰ বিষয় বুলি গোপন কৰিলে সমস্যাটো বাঢ়ি বহে। আনহাতে নিসংকোচে বা মুকলিমুৰীয়াকৈ এই বিষয়ে যিমানেই আলোচনা কৰিব সিমানেই সোনকালে চিকিৎসা গ্ৰহণ কৰি আৰোগ্য লাভ কৰিব। গতিকে পাইলছক সহজভাৱে লওক আৰু নীৰৱ যন্ত্ৰণাৰ পৰা ৰেহাই পাওক। bbox=[1278, 572, 1513, 789]
paragraph: ○ আভ্যন্তৰীণ পাইলছ বাৰে বাৰে বাহিৰলৈ ওলাই অহাৰ পিছত bbox=[1278, 480, 1513, 515]
paragraph: থাইৰইড ৰোগ প্ৰতিহত কৰিবলৈ চিকিৎসকৰ পৰামৰ্শ মতে নিৰ্দিষ্ট ঔষধ নিৰ্দিষ্ট মাত্ৰাত নিয়মীয়াকৈ গ্ৰহণ কৰিব লাগে। কিন্তু খাদ্যভ্যাস শুদ্ধ নহ'লে বা থাইৰইড ৰোগীয়ে উপযুক্ত খাদ্য গ্ৰহণ নকৰিলে, যিমানে যি ঔষধ খালেও ঔষধে কামত নিদিয়ে; ঔষধ খোৱাৰ পাছতো ৰোগীয়ে থাইৰইড ৰোগৰ পৰা উপশম নাপায়। সেয়েহে, শুদ্ধ খাদ্যভ্যাস বা পথ্য-অপথ্যৰ প্ৰতি মনোযোগ দিয়াটো অতি গুৰুত্বপূৰ্ণ। হাইপো-থাইৰইডিজম ৰোগীৰ বাবে পথ্যসমূহ এনেধৰণৰ হোৱা উচিত - bbox=[219, 1455, 496, 1781]
article-fat-col3-text bbox=[518, 162, 757, 1073]
article-thyroid-col2 bbox=[219, 1454, 496, 2395]
article-piles-author-note: (লেখক হায়াত হাস্পতালৰ জ্যেষ্ঠ প্ৰক্ট'লজিষ্ট আৰু লেপ'ৰস্কপিক শল্য চিকিৎসক) bbox=[1288, 795, 1513, 829]
